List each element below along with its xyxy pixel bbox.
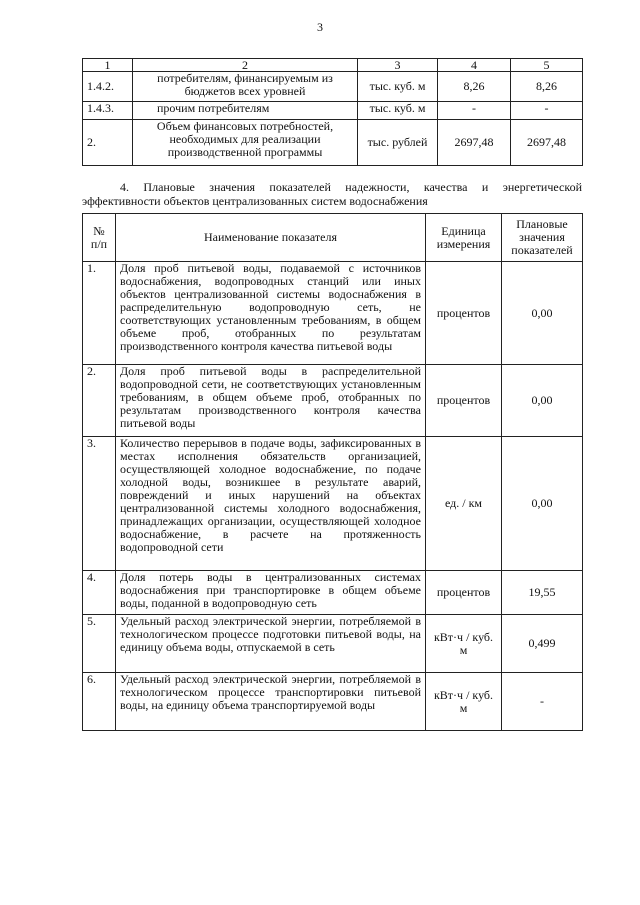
row-number: 5.	[83, 615, 116, 673]
row-name: Удельный расход электрической энергии, потребляемой в технологическом процессе транспортировки питьевой воды, на единицу объема транспортируемой воды	[116, 673, 426, 731]
row-value-4: 8,26	[438, 72, 511, 102]
row-name: Удельный расход электрической энергии, потребляемой в технологическом процессе подготовки питьевой воды, на единицу объема воды, отпускаемой в сеть	[116, 615, 426, 673]
section-title: 4. Плановые значения показателей надежности, качества и энергетической эффективности объектов централизованных систем водоснабжения	[82, 180, 582, 208]
header-cell-4: 4	[438, 59, 511, 72]
row-unit: процентов	[426, 262, 502, 365]
page-number: 3	[317, 20, 323, 34]
row-value: 0,00	[502, 262, 583, 365]
row-name: Количество перерывов в подаче воды, зафиксированных в местах исполнения обязательств организацией, осуществляющей холодное водоснабжение, по подаче холодной воды, возникшее в результате аварий, повреждений и иных нарушений на объектах централизованной системы холодного водоснабжения, принадлежащих организации, осуществляющей холодное водоснабжение, в расчете на протяженность водопроводной сети	[116, 437, 426, 571]
row-name: потребителям, финансируемым из бюджетов всех уровней	[133, 72, 358, 102]
header-value: Плановые значения показателей	[502, 214, 583, 262]
header-cell-5: 5	[511, 59, 583, 72]
table-row	[83, 365, 583, 437]
row-name: Доля проб питьевой воды в распределительной водопроводной сети, не соответствующих установленным требованиям, в общем объеме проб, отобранных по результатам производственного контроля качества питьевой воды	[116, 365, 426, 437]
row-unit: процентов	[426, 365, 502, 437]
row-name: Доля проб питьевой воды, подаваемой с источников водоснабжения, водопроводных станций или иных объектов централизованной системы водоснабжения в распределительную водопроводную сеть, не соответствующих установленным требованиям, в общем объеме проб, отобранных по результатам производственного контроля качества питьевой воды	[116, 262, 426, 365]
indicators-table	[82, 213, 583, 731]
table-row	[83, 571, 583, 615]
header-cell-2: 2	[133, 59, 358, 72]
row-value-5: 8,26	[511, 72, 583, 102]
row-number: 2.	[83, 365, 116, 437]
header-cell-3: 3	[358, 59, 438, 72]
table-row	[83, 615, 583, 673]
row-name: Объем финансовых потребностей, необходимых для реализации производственной программы	[133, 120, 358, 166]
header-unit: Единица измерения	[426, 214, 502, 262]
row-name: прочим потребителям	[133, 102, 358, 120]
table-row	[83, 72, 583, 102]
indicators-table-header	[83, 214, 583, 262]
finance-table	[82, 58, 583, 166]
row-number: 2.	[83, 120, 133, 166]
row-number: 1.4.2.	[83, 72, 133, 102]
header-num: № п/п	[83, 214, 116, 262]
row-name: Доля потерь воды в централизованных системах водоснабжения при транспортировке в общем объеме воды, поданной в водопроводную сеть	[116, 571, 426, 615]
row-value: -	[502, 673, 583, 731]
finance-table-header	[83, 59, 583, 72]
row-value-5: 2697,48	[511, 120, 583, 166]
row-value-5: -	[511, 102, 583, 120]
row-unit: тыс. куб. м	[358, 72, 438, 102]
row-value: 0,00	[502, 365, 583, 437]
row-value: 0,499	[502, 615, 583, 673]
row-value: 0,00	[502, 437, 583, 571]
table-row	[83, 437, 583, 571]
header-cell-1: 1	[83, 59, 133, 72]
row-unit: кВт·ч / куб. м	[426, 673, 502, 731]
row-value-4: -	[438, 102, 511, 120]
row-number: 6.	[83, 673, 116, 731]
row-unit: ед. / км	[426, 437, 502, 571]
row-unit: тыс. куб. м	[358, 102, 438, 120]
table-row	[83, 262, 583, 365]
row-number: 1.	[83, 262, 116, 365]
row-value-4: 2697,48	[438, 120, 511, 166]
row-number: 4.	[83, 571, 116, 615]
table-row	[83, 120, 583, 166]
header-name: Наименование показателя	[116, 214, 426, 262]
table-row	[83, 102, 583, 120]
row-value: 19,55	[502, 571, 583, 615]
row-unit: тыс. рублей	[358, 120, 438, 166]
row-number: 1.4.3.	[83, 102, 133, 120]
row-unit: процентов	[426, 571, 502, 615]
row-unit: кВт·ч / куб. м	[426, 615, 502, 673]
table-row	[83, 673, 583, 731]
row-number: 3.	[83, 437, 116, 571]
